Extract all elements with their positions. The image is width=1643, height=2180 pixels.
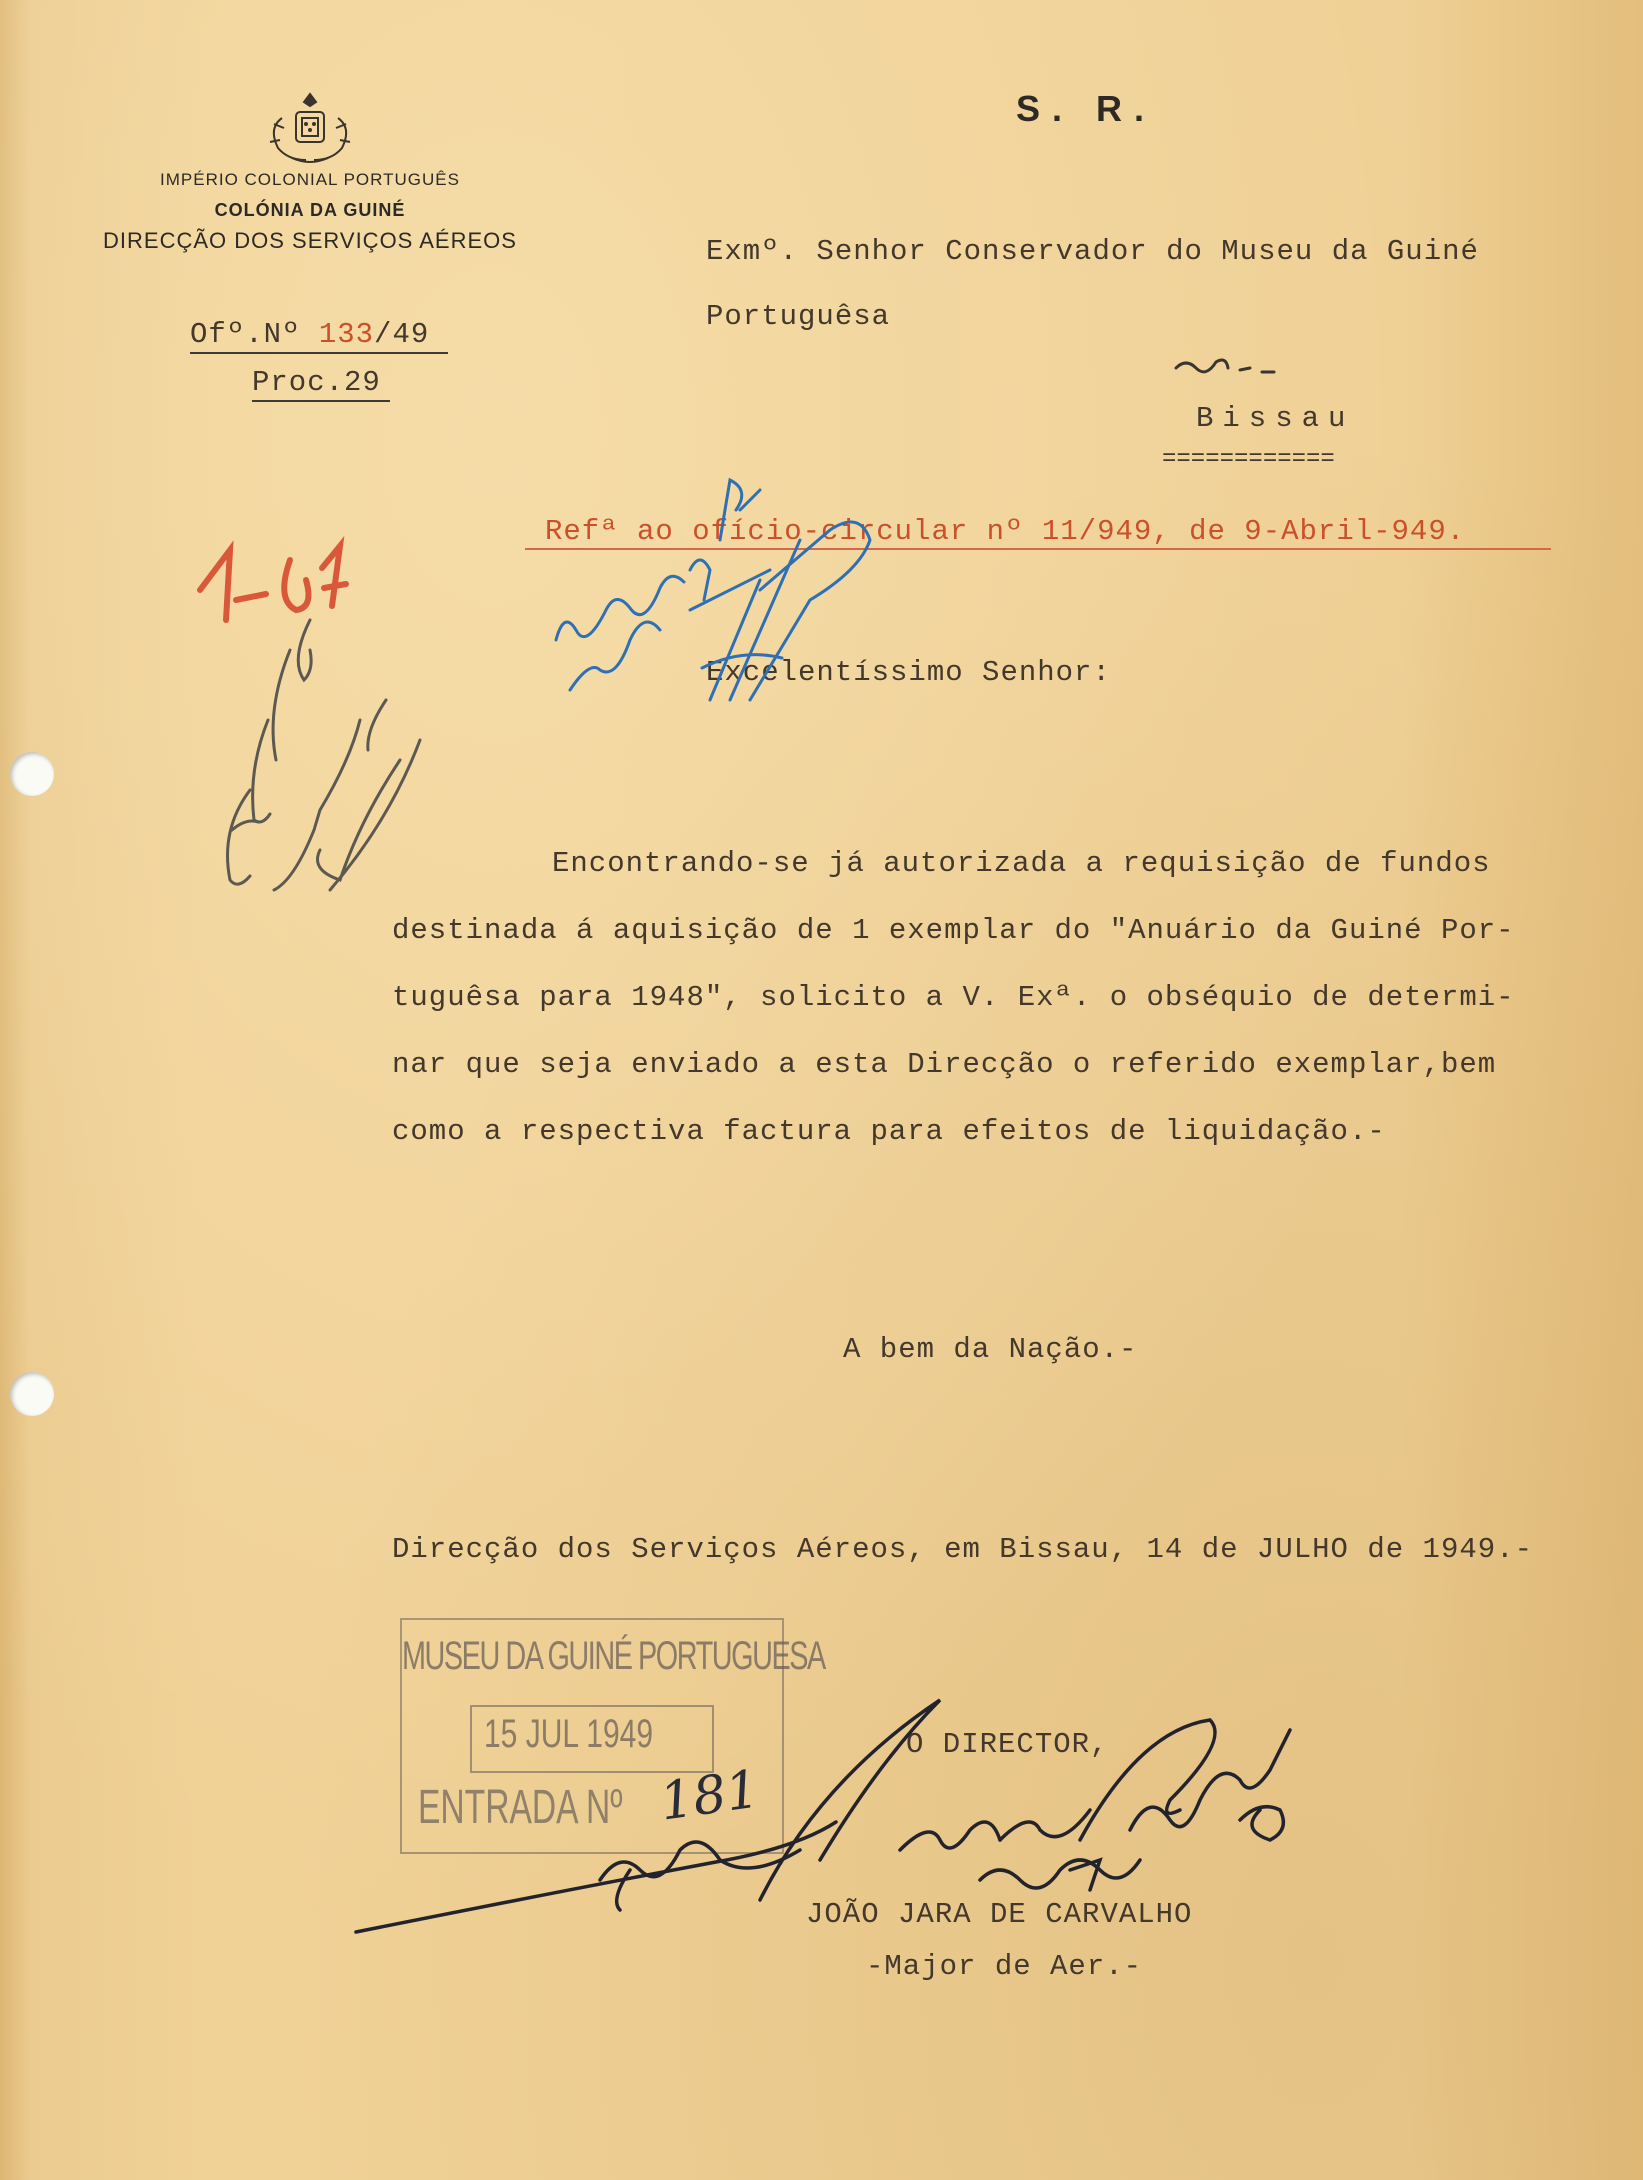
office-number: 133: [318, 318, 375, 351]
closing: A bem da Nação.-: [843, 1333, 1138, 1366]
office-label: Ofº.Nº: [190, 318, 319, 351]
coat-of-arms-logo: [262, 88, 358, 168]
office-year: /49: [374, 318, 430, 351]
signatory-name: JOÃO JARA DE CARVALHO: [806, 1898, 1193, 1931]
stamp-entry-number: 181: [656, 1759, 763, 1833]
letter-body: [392, 830, 1602, 1165]
ink-scribble: [1176, 360, 1274, 372]
underline: [190, 352, 448, 354]
punch-hole: [10, 1372, 54, 1416]
letterhead-empire: IMPÉRIO COLONIAL PORTUGUÊS: [160, 170, 460, 189]
body-line: nar que seja enviado a esta Direcção o referido exemplar,bem: [392, 1048, 1497, 1081]
addressee-line-2: Portuguêsa: [706, 300, 891, 333]
addressee-rule: ============: [1162, 446, 1335, 473]
body-line: Encontrando-se já autorizada a requisição de fundos: [552, 847, 1491, 880]
stamp-entry-label: ENTRADA Nº: [418, 1781, 623, 1834]
addressee-line-1: Exmº. Senhor Conservador do Museu da Guiné: [706, 235, 1479, 268]
letterhead-department: DIRECÇÃO DOS SERVIÇOS AÉREOS: [103, 228, 517, 253]
header-mark: S. R.: [1016, 88, 1157, 129]
subject-reference: Refª ao ofício-circular nº 11/949, de 9-Abril-949.: [545, 515, 1466, 548]
signatory-title: O DIRECTOR,: [906, 1728, 1109, 1761]
date-line: Direcção dos Serviços Aéreos, em Bissau, 14 de JULHO de 1949.-: [392, 1533, 1533, 1566]
underline: [252, 400, 390, 402]
office-reference: [190, 318, 429, 351]
stamp-institution: MUSEU DA GUINÉ PORTUGUESA: [402, 1634, 825, 1678]
red-underline: [525, 548, 1551, 550]
red-margin-note: [200, 546, 346, 620]
stamp-date: 15 JUL 1949: [484, 1712, 654, 1756]
addressee-city: Bissau: [1196, 402, 1355, 435]
body-line: como a respectiva factura para efeitos de liquidação.-: [392, 1115, 1386, 1148]
body-line: destinada á aquisição de 1 exemplar do "Anuário da Guiné Por-: [392, 914, 1515, 947]
salutation: Excelentíssimo Senhor:: [706, 656, 1111, 689]
punch-hole: [10, 752, 54, 796]
letterhead-colony: COLÓNIA DA GUINÉ: [214, 200, 406, 220]
body-line: tuguêsa para 1948", solicito a V. Exª. o obséquio de determi-: [392, 981, 1515, 1014]
signatory-rank: -Major de Aer.-: [866, 1950, 1143, 1983]
process-number: Proc.29: [252, 366, 381, 399]
